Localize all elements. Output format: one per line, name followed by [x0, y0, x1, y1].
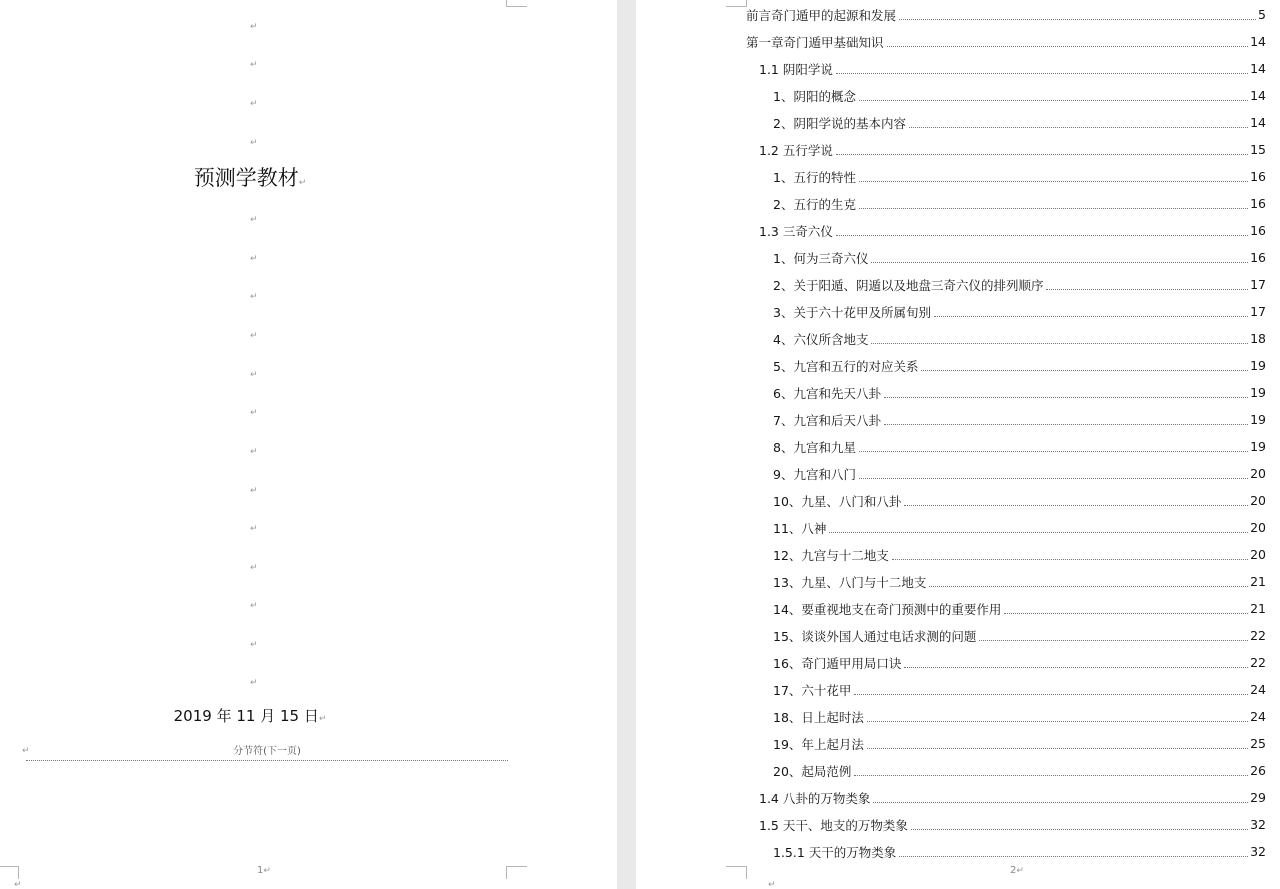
empty-paragraph-mark: ↵	[250, 292, 258, 302]
toc-entry-title: 1.5.1 天干的万物类象	[773, 844, 897, 860]
toc-entry[interactable]	[773, 568, 1266, 595]
toc-entry[interactable]	[773, 109, 1266, 136]
toc-entry-title: 6、九宫和先天八卦	[773, 385, 881, 401]
document-title-text: 预测学教材	[193, 166, 299, 190]
crop-mark-bottom-left	[0, 866, 19, 879]
empty-paragraph-mark: ↵	[250, 138, 258, 148]
toc-entry-title: 8、九宫和九星	[773, 439, 856, 455]
crop-mark-bottom-right	[506, 866, 527, 879]
toc-entry[interactable]	[773, 595, 1266, 622]
page-number-2	[1010, 865, 1024, 876]
section-break-label: 分节符(下一页)	[233, 746, 301, 757]
toc-dot-leader	[929, 585, 1248, 587]
toc-entry-page: 20	[1250, 520, 1266, 535]
toc-entry-page: 32	[1250, 817, 1266, 832]
toc-entry[interactable]	[773, 730, 1266, 757]
toc-entry-title: 1、何为三奇六仪	[773, 250, 869, 266]
empty-paragraph-mark: ↵	[250, 678, 258, 688]
toc-entry-title: 12、九宫与十二地支	[773, 547, 889, 563]
toc-entry-page: 15	[1250, 142, 1266, 157]
paragraph-mark: ↵	[298, 178, 307, 188]
toc-entry[interactable]	[773, 622, 1266, 649]
toc-entry[interactable]	[773, 82, 1266, 109]
toc-entry[interactable]	[773, 703, 1266, 730]
toc-entry-page: 17	[1250, 277, 1266, 292]
toc-entry-title: 14、要重视地支在奇门预测中的重要作用	[773, 601, 1002, 617]
empty-paragraph-mark: ↵	[250, 60, 258, 70]
toc-entry[interactable]	[773, 244, 1266, 271]
toc-dot-leader	[892, 558, 1248, 560]
toc-entry[interactable]	[773, 676, 1266, 703]
toc-entry[interactable]	[759, 811, 1266, 838]
toc-entry[interactable]	[773, 406, 1266, 433]
toc-dot-leader	[887, 45, 1249, 47]
toc-entry-page: 24	[1250, 709, 1266, 724]
toc-entry-title: 7、九宫和后天八卦	[773, 412, 881, 428]
document-title[interactable]	[0, 163, 500, 193]
section-break-line	[26, 746, 508, 761]
toc-entry[interactable]	[773, 649, 1266, 676]
toc-entry-title: 16、奇门遁甲用局口诀	[773, 655, 902, 671]
toc-entry-page: 25	[1250, 736, 1266, 751]
empty-paragraph-mark: ↵	[250, 215, 258, 225]
toc-entry[interactable]	[773, 298, 1266, 325]
toc-entry-title: 15、谈谈外国人通过电话求测的问题	[773, 628, 977, 644]
toc-dot-leader	[859, 450, 1248, 452]
toc-entry-title: 1.3 三奇六仪	[759, 223, 833, 239]
toc-entry-page: 16	[1250, 250, 1266, 265]
toc-dot-leader	[859, 477, 1248, 479]
empty-paragraph-mark: ↵	[250, 601, 258, 611]
toc-entry-page: 20	[1250, 547, 1266, 562]
toc-dot-leader	[859, 207, 1248, 209]
toc-entry-page: 14	[1250, 115, 1266, 130]
toc-dot-leader	[871, 342, 1248, 344]
toc-entry-title: 1.2 五行学说	[759, 142, 833, 158]
toc-entry-title: 2、关于阳遁、阴遁以及地盘三奇六仪的排列顺序	[773, 277, 1044, 293]
toc-entry[interactable]	[746, 1, 1266, 28]
toc-entry-title: 13、九星、八门与十二地支	[773, 574, 927, 590]
toc-dot-leader	[836, 234, 1248, 236]
toc-dot-leader	[867, 747, 1248, 749]
toc-entry[interactable]	[773, 514, 1266, 541]
toc-entry-title: 5、九宫和五行的对应关系	[773, 358, 919, 374]
document-page-2	[636, 0, 1280, 889]
toc-dot-leader	[899, 855, 1248, 857]
toc-entry[interactable]	[773, 460, 1266, 487]
toc-entry[interactable]	[773, 190, 1266, 217]
toc-entry-title: 18、日上起时法	[773, 709, 864, 725]
document-page-1	[0, 0, 617, 889]
toc-entry-page: 14	[1250, 88, 1266, 103]
toc-dot-leader	[836, 72, 1248, 74]
toc-entry-title: 1、五行的特性	[773, 169, 856, 185]
toc-entry-page: 26	[1250, 763, 1266, 778]
toc-dot-leader	[909, 126, 1248, 128]
toc-entry[interactable]	[759, 784, 1266, 811]
toc-entry[interactable]	[773, 757, 1266, 784]
toc-entry-page: 22	[1250, 655, 1266, 670]
toc-dot-leader	[911, 828, 1248, 830]
toc-entry[interactable]	[759, 136, 1266, 163]
toc-entry-page: 19	[1250, 439, 1266, 454]
toc-dot-leader	[1046, 288, 1248, 290]
toc-entry-title: 4、六仪所含地支	[773, 331, 869, 347]
toc-entry[interactable]	[773, 271, 1266, 298]
toc-dot-leader	[871, 261, 1248, 263]
empty-paragraph-mark: ↵	[250, 524, 258, 534]
toc-entry-page: 17	[1250, 304, 1266, 319]
empty-paragraph-mark: ↵	[250, 447, 258, 457]
empty-paragraph-mark: ↵	[250, 640, 258, 650]
toc-entry-title: 9、九宫和八门	[773, 466, 856, 482]
crop-mark-bottom-left	[726, 866, 747, 879]
toc-entry-page: 18	[1250, 331, 1266, 346]
empty-paragraph-mark: ↵	[250, 22, 258, 32]
toc-dot-leader	[921, 369, 1248, 371]
toc-dot-leader	[859, 180, 1248, 182]
section-break-mark: ↵	[22, 746, 30, 756]
toc-entry-title: 1.1 阴阳学说	[759, 61, 833, 77]
toc-entry-page: 16	[1250, 223, 1266, 238]
empty-paragraph-mark: ↵	[250, 563, 258, 573]
toc-entry-page: 21	[1250, 601, 1266, 616]
toc-entry-title: 20、起局范例	[773, 763, 852, 779]
toc-dot-leader	[884, 396, 1248, 398]
toc-dot-leader	[829, 531, 1248, 533]
toc-dot-leader	[854, 774, 1248, 776]
page-number-2-text: 2	[1010, 865, 1017, 876]
toc-dot-leader	[904, 504, 1248, 506]
toc-dot-leader	[979, 639, 1248, 641]
toc-entry-page: 16	[1250, 169, 1266, 184]
toc-entry[interactable]	[759, 217, 1266, 244]
toc-entry[interactable]	[773, 838, 1266, 865]
toc-entry-page: 29	[1250, 790, 1266, 805]
page-number-1	[257, 865, 271, 876]
toc-dot-leader	[884, 423, 1248, 425]
toc-entry-page: 32	[1250, 844, 1266, 859]
toc-entry-title: 1、阴阳的概念	[773, 88, 856, 104]
toc-entry-title: 11、八神	[773, 520, 827, 536]
toc-entry[interactable]	[746, 28, 1266, 55]
toc-entry-title: 10、九星、八门和八卦	[773, 493, 902, 509]
bottom-paragraph-mark: ↵	[14, 880, 22, 889]
toc-entry-page: 20	[1250, 466, 1266, 481]
toc-entry-page: 24	[1250, 682, 1266, 697]
empty-paragraph-mark: ↵	[250, 370, 258, 380]
toc-entry-title: 1.5 天干、地支的万物类象	[759, 817, 908, 833]
bottom-paragraph-mark: ↵	[768, 880, 776, 889]
empty-paragraph-mark: ↵	[250, 254, 258, 264]
document-date[interactable]	[0, 705, 500, 727]
toc-entry-page: 19	[1250, 412, 1266, 427]
paragraph-mark: ↵	[1016, 866, 1024, 876]
toc-entry[interactable]	[773, 352, 1266, 379]
toc-entry-title: 2、五行的生克	[773, 196, 856, 212]
toc-dot-leader	[904, 666, 1248, 668]
empty-paragraph-mark: ↵	[250, 331, 258, 341]
toc-dot-leader	[1004, 612, 1248, 614]
toc-entry[interactable]	[759, 55, 1266, 82]
toc-entry-title: 1.4 八卦的万物类象	[759, 790, 871, 806]
toc-entry-title: 19、年上起月法	[773, 736, 864, 752]
crop-mark-top-left	[726, 0, 747, 7]
paragraph-mark: ↵	[263, 866, 271, 876]
paragraph-mark: ↵	[318, 714, 327, 724]
toc-entry-page: 14	[1250, 61, 1266, 76]
toc-entry-page: 5	[1258, 7, 1266, 22]
toc-entry-page: 14	[1250, 34, 1266, 49]
toc-entry[interactable]	[773, 541, 1266, 568]
toc-entry-title: 17、六十花甲	[773, 682, 852, 698]
toc-dot-leader	[859, 99, 1248, 101]
toc-entry-title: 前言奇门遁甲的起源和发展	[746, 7, 897, 23]
toc-entry-page: 22	[1250, 628, 1266, 643]
crop-mark-top-right	[506, 0, 527, 7]
toc-entry-page: 21	[1250, 574, 1266, 589]
empty-paragraph-mark: ↵	[250, 408, 258, 418]
toc-entry-page: 16	[1250, 196, 1266, 211]
toc-entry-page: 19	[1250, 385, 1266, 400]
toc-entry-page: 19	[1250, 358, 1266, 373]
toc-entry[interactable]	[773, 433, 1266, 460]
toc-dot-leader	[899, 18, 1256, 20]
toc-entry[interactable]	[773, 379, 1266, 406]
document-date-text: 2019 年 11 月 15 日	[173, 707, 319, 725]
empty-paragraph-mark: ↵	[250, 99, 258, 109]
empty-paragraph-mark: ↵	[250, 486, 258, 496]
toc-entry-page: 20	[1250, 493, 1266, 508]
toc-dot-leader	[836, 153, 1248, 155]
toc-entry[interactable]	[773, 163, 1266, 190]
toc-dot-leader	[854, 693, 1248, 695]
toc-entry[interactable]	[773, 325, 1266, 352]
toc-dot-leader	[934, 315, 1248, 317]
page-number-1-text: 1	[257, 865, 264, 876]
toc-entry-title: 第一章奇门遁甲基础知识	[746, 34, 884, 50]
toc-dot-leader	[873, 801, 1248, 803]
toc-entry[interactable]	[773, 487, 1266, 514]
toc-entry-title: 2、阴阳学说的基本内容	[773, 115, 906, 131]
toc-dot-leader	[867, 720, 1248, 722]
toc-entry-title: 3、关于六十花甲及所属旬别	[773, 304, 931, 320]
